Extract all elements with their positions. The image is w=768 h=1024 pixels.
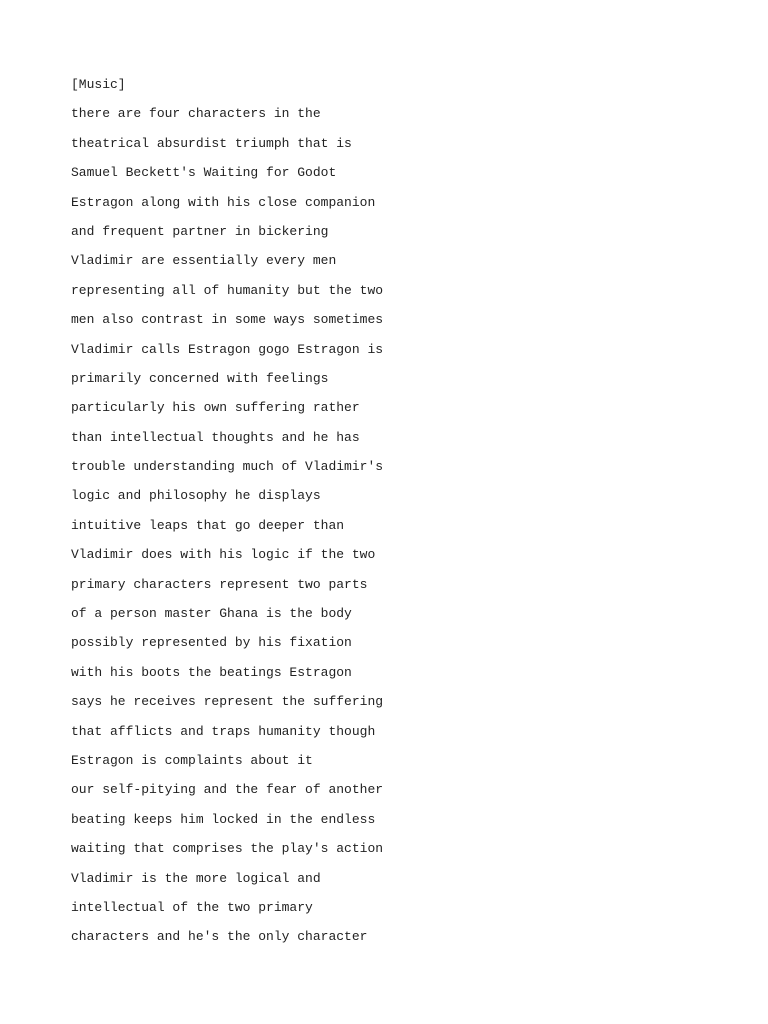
transcript-line: trouble understanding much of Vladimir's <box>71 459 384 475</box>
transcript-line: and frequent partner in bickering <box>71 223 329 239</box>
transcript-line: representing all of humanity but the two <box>71 282 384 298</box>
transcript-line: intuitive leaps that go deeper than <box>71 517 345 533</box>
transcript-line: Estragon is complaints about it <box>71 752 313 768</box>
transcript-line: our self-pitying and the fear of another <box>71 782 384 798</box>
transcript-line: Vladimir is the more logical and <box>71 870 321 886</box>
transcript-line: with his boots the beatings Estragon <box>71 664 352 680</box>
transcript-line: logic and philosophy he displays <box>71 488 321 504</box>
transcript-line: intellectual of the two primary <box>71 899 313 915</box>
transcript-line: possibly represented by his fixation <box>71 635 352 651</box>
transcript-line: there are four characters in the <box>71 106 321 122</box>
transcript-line: [Music] <box>71 77 126 92</box>
transcript-line: men also contrast in some ways sometimes <box>71 312 384 328</box>
transcript-line: than intellectual thoughts and he has <box>71 429 360 445</box>
transcript-line: characters and he's the only character <box>71 929 368 945</box>
transcript-line: of a person master Ghana is the body <box>71 606 352 622</box>
transcript-line: primary characters represent two parts <box>71 576 368 592</box>
transcript-line: that afflicts and traps humanity though <box>71 723 376 739</box>
transcript-text <box>71 70 711 952</box>
transcript-line: primarily concerned with feelings <box>71 370 329 386</box>
transcript-line: beating keeps him locked in the endless <box>71 811 376 827</box>
transcript-line: waiting that comprises the play's action <box>71 841 384 857</box>
transcript-line: theatrical absurdist triumph that is <box>71 135 352 151</box>
transcript-line: says he receives represent the suffering <box>71 694 384 710</box>
transcript-line: Vladimir calls Estragon gogo Estragon is <box>71 341 384 357</box>
transcript-line: Estragon along with his close companion <box>71 194 376 210</box>
transcript-line: particularly his own suffering rather <box>71 400 360 416</box>
transcript-line: Samuel Beckett's Waiting for Godot <box>71 165 337 181</box>
transcript-line: Vladimir does with his logic if the two <box>71 547 376 563</box>
transcript-line: Vladimir are essentially every men <box>71 253 337 269</box>
